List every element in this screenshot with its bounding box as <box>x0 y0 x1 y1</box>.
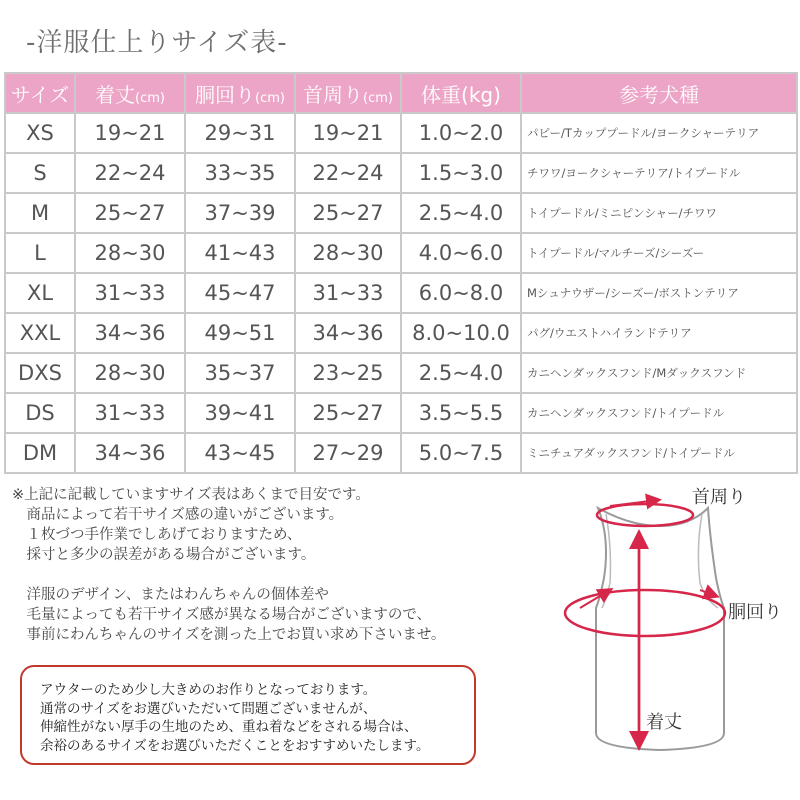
cell-length: 25~27 <box>75 193 185 233</box>
header-size: サイズ <box>5 73 75 113</box>
cell-breeds: トイプードル/ミニピンシャー/チワワ <box>521 193 797 233</box>
body-measure-icon <box>565 590 725 636</box>
cell-body: 39~41 <box>185 393 295 433</box>
cell-weight: 5.0~7.5 <box>401 433 521 473</box>
cell-body: 41~43 <box>185 233 295 273</box>
cell-weight: 2.5~4.0 <box>401 193 521 233</box>
header-body: 胴回り(cm) <box>185 73 295 113</box>
cell-weight: 4.0~6.0 <box>401 233 521 273</box>
header-length: 着丈(cm) <box>75 73 185 113</box>
cell-neck: 25~27 <box>295 393 401 433</box>
cell-neck: 23~25 <box>295 353 401 393</box>
cell-length: 22~24 <box>75 153 185 193</box>
cell-breeds: Mシュナウザー/シーズー/ボストンテリア <box>521 273 797 313</box>
notice-line: 通常のサイズをお選びいただいて問題ございませんが、 <box>40 700 377 717</box>
cell-body: 33~35 <box>185 153 295 193</box>
cell-weight: 2.5~4.0 <box>401 353 521 393</box>
cell-breeds: カニヘンダックスフンド/トイプードル <box>521 393 797 433</box>
cell-body: 35~37 <box>185 353 295 393</box>
header-breeds: 参考犬種 <box>521 73 797 113</box>
note-line: 事前にわんちゃんのサイズを測った上でお買い求め下さいませ。 <box>12 627 446 643</box>
table-row <box>5 273 797 313</box>
table-row <box>5 193 797 233</box>
notice-line: 余裕のあるサイズをお選びいただくことをおすすめいたします。 <box>40 737 430 754</box>
cell-length: 28~30 <box>75 353 185 393</box>
cell-body: 37~39 <box>185 193 295 233</box>
cell-weight: 6.0~8.0 <box>401 273 521 313</box>
table-row <box>5 433 797 473</box>
cell-neck: 31~33 <box>295 273 401 313</box>
note-line: 商品によって若干サイズ感の違いがございます。 <box>12 507 344 523</box>
cell-size: DXS <box>5 353 75 393</box>
body-label: 胴回り <box>728 602 782 623</box>
cell-size: S <box>5 153 75 193</box>
outerwear-notice <box>20 665 476 765</box>
table-row <box>5 233 797 273</box>
note-line: １枚づつ手作業でしあげておりますため、 <box>12 527 302 543</box>
page-title: -洋服仕上りサイズ表- <box>26 28 288 58</box>
cell-size: L <box>5 233 75 273</box>
header-weight: 体重(kg) <box>401 73 521 113</box>
cell-neck: 34~36 <box>295 313 401 353</box>
notice-line: アウターのため少し大きめのお作りとなっております。 <box>40 682 377 698</box>
cell-weight: 8.0~10.0 <box>401 313 521 353</box>
cell-weight: 3.5~5.5 <box>401 393 521 433</box>
cell-neck: 22~24 <box>295 153 401 193</box>
neck-label: 首周り <box>692 487 746 508</box>
cell-length: 28~30 <box>75 233 185 273</box>
table-row <box>5 353 797 393</box>
garment-diagram <box>540 478 800 768</box>
cell-length: 31~33 <box>75 273 185 313</box>
cell-neck: 19~21 <box>295 113 401 153</box>
cell-size: XXL <box>5 313 75 353</box>
size-notes <box>12 485 532 645</box>
cell-body: 49~51 <box>185 313 295 353</box>
cell-breeds: パグ/ウエストハイランドテリア <box>521 313 797 353</box>
note-line: ※上記に記載していますサイズ表はあくまで目安です。 <box>12 487 370 503</box>
cell-breeds: チワワ/ヨークシャーテリア/トイプードル <box>521 153 797 193</box>
cell-neck: 25~27 <box>295 193 401 233</box>
cell-size: XL <box>5 273 75 313</box>
cell-weight: 1.5~3.0 <box>401 153 521 193</box>
cell-breeds: パピー/Tカッププードル/ヨークシャーテリア <box>521 113 797 153</box>
cell-size: DM <box>5 433 75 473</box>
note-line: 採寸と多少の誤差がある場合がございます。 <box>12 547 316 563</box>
cell-length: 19~21 <box>75 113 185 153</box>
note-line: 洋服のデザイン、またはわんちゃんの個体差や <box>12 587 329 603</box>
table-row <box>5 113 797 153</box>
cell-length: 34~36 <box>75 433 185 473</box>
cell-size: DS <box>5 393 75 433</box>
header-neck: 首周り(cm) <box>295 73 401 113</box>
cell-length: 34~36 <box>75 313 185 353</box>
table-header-row <box>5 73 797 113</box>
table-row <box>5 313 797 353</box>
cell-body: 45~47 <box>185 273 295 313</box>
cell-breeds: トイプードル/マルチーズ/シーズー <box>521 233 797 273</box>
cell-body: 43~45 <box>185 433 295 473</box>
notice-line: 伸縮性がない厚手の生地のため、重ね着などをされる場合は、 <box>40 719 418 735</box>
length-label: 着丈 <box>646 712 682 733</box>
cell-length: 31~33 <box>75 393 185 433</box>
note-line: 毛量によっても若干サイズ感が異なる場合がございますので、 <box>12 607 432 623</box>
cell-weight: 1.0~2.0 <box>401 113 521 153</box>
cell-size: XS <box>5 113 75 153</box>
note-gap <box>12 565 532 585</box>
cell-breeds: ミニチュアダックスフンド/トイプードル <box>521 433 797 473</box>
cell-body: 29~31 <box>185 113 295 153</box>
cell-neck: 28~30 <box>295 233 401 273</box>
size-table <box>4 72 798 474</box>
cell-neck: 27~29 <box>295 433 401 473</box>
table-row <box>5 153 797 193</box>
table-row <box>5 393 797 433</box>
cell-breeds: カニヘンダックスフンド/Mダックスフンド <box>521 353 797 393</box>
cell-size: M <box>5 193 75 233</box>
